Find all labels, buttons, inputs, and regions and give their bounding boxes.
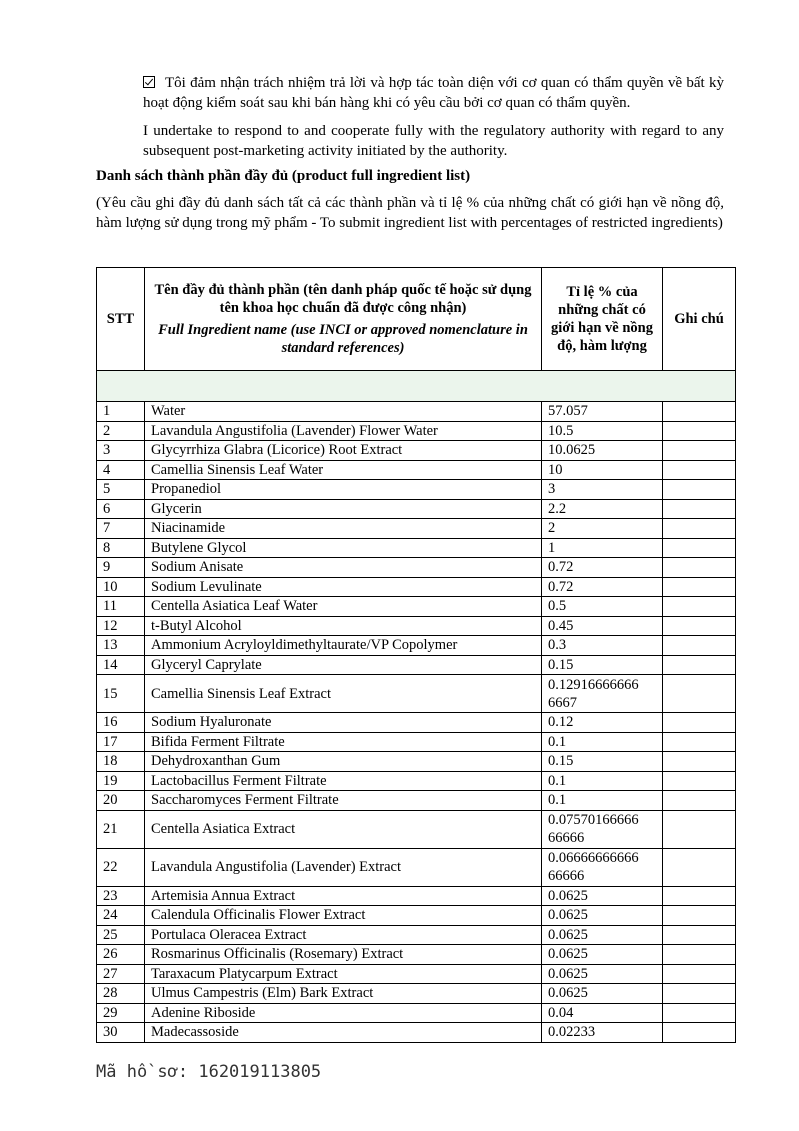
row-note <box>663 732 736 752</box>
row-percent: 0.0625 <box>542 964 663 984</box>
row-stt: 21 <box>97 810 145 848</box>
header-ingredient-name <box>145 268 542 371</box>
row-stt: 29 <box>97 1003 145 1023</box>
header-percent: Tỉ lệ % của những chất có giới hạn về nồng độ, hàm lượng <box>542 268 663 371</box>
row-ingredient-name: Butylene Glycol <box>145 538 542 558</box>
row-ingredient-name: Niacinamide <box>145 519 542 539</box>
row-stt: 7 <box>97 519 145 539</box>
table-row <box>97 538 736 558</box>
row-percent: 57.057 <box>542 402 663 422</box>
row-ingredient-name: Bifida Ferment Filtrate <box>145 732 542 752</box>
row-percent: 0.0625 <box>542 984 663 1004</box>
row-note <box>663 906 736 926</box>
table-row <box>97 402 736 422</box>
row-note <box>663 886 736 906</box>
table-row <box>97 791 736 811</box>
row-ingredient-name: Lactobacillus Ferment Filtrate <box>145 771 542 791</box>
table-body <box>97 402 736 1043</box>
row-note <box>663 519 736 539</box>
dossier-code: Mã hồ sơ: 162019113805 <box>96 1062 322 1082</box>
row-percent: 10.5 <box>542 421 663 441</box>
row-percent-line: 6667 <box>548 694 577 711</box>
table-row <box>97 732 736 752</box>
table-row <box>97 441 736 461</box>
row-ingredient-name: Artemisia Annua Extract <box>145 886 542 906</box>
row-note <box>663 848 736 886</box>
table-row <box>97 771 736 791</box>
row-ingredient-name: Adenine Riboside <box>145 1003 542 1023</box>
table-row <box>97 1003 736 1023</box>
row-ingredient-name: Propanediol <box>145 480 542 500</box>
row-percent-line: 66666 <box>548 830 585 846</box>
row-percent: 0.0625 <box>542 945 663 965</box>
ingredient-table <box>96 267 736 1043</box>
row-ingredient-name: Sodium Hyaluronate <box>145 713 542 733</box>
table-row <box>97 984 736 1004</box>
row-stt: 19 <box>97 771 145 791</box>
table-row <box>97 597 736 617</box>
row-stt: 27 <box>97 964 145 984</box>
commitment-vi <box>143 74 724 113</box>
table-row <box>97 848 736 886</box>
row-note <box>663 925 736 945</box>
row-ingredient-name: Saccharomyces Ferment Filtrate <box>145 791 542 811</box>
row-percent: 0.12 <box>542 713 663 733</box>
row-note <box>663 460 736 480</box>
row-note <box>663 984 736 1004</box>
row-stt: 17 <box>97 732 145 752</box>
row-percent <box>542 810 663 848</box>
table-row <box>97 421 736 441</box>
row-ingredient-name: Sodium Levulinate <box>145 577 542 597</box>
row-ingredient-name: Portulaca Oleracea Extract <box>145 925 542 945</box>
row-stt: 8 <box>97 538 145 558</box>
header-note: Ghi chú <box>663 268 736 371</box>
row-stt: 13 <box>97 636 145 656</box>
row-ingredient-name: Ammonium Acryloyldimethyltaurate/VP Copolymer <box>145 636 542 656</box>
row-ingredient-name: Calendula Officinalis Flower Extract <box>145 906 542 926</box>
row-note <box>663 752 736 772</box>
row-ingredient-name: Camellia Sinensis Leaf Extract <box>145 675 542 713</box>
row-stt: 24 <box>97 906 145 926</box>
row-percent: 0.45 <box>542 616 663 636</box>
row-percent: 0.72 <box>542 558 663 578</box>
table-row <box>97 810 736 848</box>
row-stt: 1 <box>97 402 145 422</box>
row-note <box>663 538 736 558</box>
row-note <box>663 771 736 791</box>
row-stt: 20 <box>97 791 145 811</box>
table-row <box>97 675 736 713</box>
table-row <box>97 460 736 480</box>
row-note <box>663 499 736 519</box>
row-percent <box>542 848 663 886</box>
row-percent-line: 66666 <box>548 868 585 884</box>
row-ingredient-name: Rosmarinus Officinalis (Rosemary) Extract <box>145 945 542 965</box>
row-note <box>663 402 736 422</box>
row-percent: 2 <box>542 519 663 539</box>
row-stt: 18 <box>97 752 145 772</box>
table-row <box>97 577 736 597</box>
header-name-vi: Tên đầy đủ thành phần (tên danh pháp quốc tế hoặc sử dụng tên khoa học chuẩn đã được công nhận) <box>154 282 532 316</box>
row-note <box>663 421 736 441</box>
row-note <box>663 810 736 848</box>
row-percent-line: 0.12916666666 <box>548 676 639 693</box>
table-row <box>97 480 736 500</box>
row-note <box>663 791 736 811</box>
row-ingredient-name: Lavandula Angustifolia (Lavender) Extract <box>145 848 542 886</box>
row-percent: 0.15 <box>542 752 663 772</box>
row-stt: 4 <box>97 460 145 480</box>
row-stt: 28 <box>97 984 145 1004</box>
row-percent: 0.02233 <box>542 1023 663 1043</box>
table-row <box>97 886 736 906</box>
table-row <box>97 906 736 926</box>
row-percent: 2.2 <box>542 499 663 519</box>
table-row <box>97 519 736 539</box>
row-ingredient-name: Glycyrrhiza Glabra (Licorice) Root Extract <box>145 441 542 461</box>
row-ingredient-name: Taraxacum Platycarpum Extract <box>145 964 542 984</box>
table-band-row <box>97 371 736 402</box>
row-note <box>663 558 736 578</box>
table-row <box>97 945 736 965</box>
row-note <box>663 597 736 617</box>
row-ingredient-name: Centella Asiatica Leaf Water <box>145 597 542 617</box>
table-row <box>97 925 736 945</box>
table-row <box>97 616 736 636</box>
row-percent: 0.1 <box>542 732 663 752</box>
row-stt: 22 <box>97 848 145 886</box>
table-row <box>97 964 736 984</box>
row-ingredient-name: Centella Asiatica Extract <box>145 810 542 848</box>
row-percent: 10.0625 <box>542 441 663 461</box>
table-row <box>97 636 736 656</box>
row-percent: 0.0625 <box>542 925 663 945</box>
row-ingredient-name: Glyceryl Caprylate <box>145 655 542 675</box>
requirement-note: (Yêu cầu ghi đầy đủ danh sách tất cả các thành phần và tỉ lệ % của những chất có giới hạn về nồng độ, hàm lượng sử dụng trong mỹ phẩm - To submit ingredient list with percentages of restricted ingredients) <box>96 195 724 231</box>
row-percent: 0.3 <box>542 636 663 656</box>
row-percent: 0.15 <box>542 655 663 675</box>
row-stt: 9 <box>97 558 145 578</box>
row-note <box>663 713 736 733</box>
row-note <box>663 675 736 713</box>
row-percent <box>542 675 663 713</box>
row-percent: 0.72 <box>542 577 663 597</box>
row-percent: 0.04 <box>542 1003 663 1023</box>
row-percent: 10 <box>542 460 663 480</box>
row-stt: 3 <box>97 441 145 461</box>
row-ingredient-name: Water <box>145 402 542 422</box>
table-row <box>97 752 736 772</box>
row-stt: 30 <box>97 1023 145 1043</box>
row-stt: 12 <box>97 616 145 636</box>
commitment-en: I undertake to respond to and cooperate fully with the regulatory authority with regard to any subsequent post-marketing activity initiated by the authority. <box>143 123 724 159</box>
row-percent: 1 <box>542 538 663 558</box>
row-note <box>663 964 736 984</box>
row-ingredient-name: Sodium Anisate <box>145 558 542 578</box>
row-note <box>663 945 736 965</box>
row-stt: 2 <box>97 421 145 441</box>
row-stt: 14 <box>97 655 145 675</box>
row-percent-line: 0.06666666666 <box>548 850 639 866</box>
row-note <box>663 636 736 656</box>
row-ingredient-name: Ulmus Campestris (Elm) Bark Extract <box>145 984 542 1004</box>
row-stt: 25 <box>97 925 145 945</box>
row-stt: 16 <box>97 713 145 733</box>
row-percent: 0.1 <box>542 771 663 791</box>
row-percent: 0.1 <box>542 791 663 811</box>
row-percent: 3 <box>542 480 663 500</box>
row-note <box>663 655 736 675</box>
row-percent: 0.0625 <box>542 906 663 926</box>
row-percent: 0.0625 <box>542 886 663 906</box>
table-row <box>97 558 736 578</box>
section-title: Danh sách thành phần đầy đủ (product full ingredient list) <box>96 168 471 184</box>
row-stt: 23 <box>97 886 145 906</box>
row-note <box>663 480 736 500</box>
row-stt: 6 <box>97 499 145 519</box>
table-row <box>97 1023 736 1043</box>
row-stt: 15 <box>97 675 145 713</box>
row-ingredient-name: Madecassoside <box>145 1023 542 1043</box>
table-row <box>97 655 736 675</box>
table-row <box>97 713 736 733</box>
row-ingredient-name: t-Butyl Alcohol <box>145 616 542 636</box>
row-note <box>663 441 736 461</box>
table-row <box>97 499 736 519</box>
row-ingredient-name: Glycerin <box>145 499 542 519</box>
row-percent-line: 0.07570166666 <box>548 812 639 828</box>
checked-checkbox-icon <box>143 76 155 88</box>
row-stt: 10 <box>97 577 145 597</box>
row-note <box>663 616 736 636</box>
row-stt: 11 <box>97 597 145 617</box>
header-stt: STT <box>97 268 145 371</box>
row-stt: 26 <box>97 945 145 965</box>
row-ingredient-name: Lavandula Angustifolia (Lavender) Flower Water <box>145 421 542 441</box>
row-percent: 0.5 <box>542 597 663 617</box>
header-name-en: Full Ingredient name (use INCI or approved nomenclature in standard references) <box>158 322 528 356</box>
row-note <box>663 1023 736 1043</box>
row-ingredient-name: Dehydroxanthan Gum <box>145 752 542 772</box>
row-note <box>663 1003 736 1023</box>
row-note <box>663 577 736 597</box>
row-ingredient-name: Camellia Sinensis Leaf Water <box>145 460 542 480</box>
commitment-vi-text: Tôi đảm nhận trách nhiệm trả lời và hợp tác toàn diện với cơ quan có thẩm quyền về bất kỳ hoạt động kiểm soát sau khi bán hàng khi có yêu cầu bởi cơ quan có thẩm quyền. <box>143 75 724 111</box>
row-stt: 5 <box>97 480 145 500</box>
